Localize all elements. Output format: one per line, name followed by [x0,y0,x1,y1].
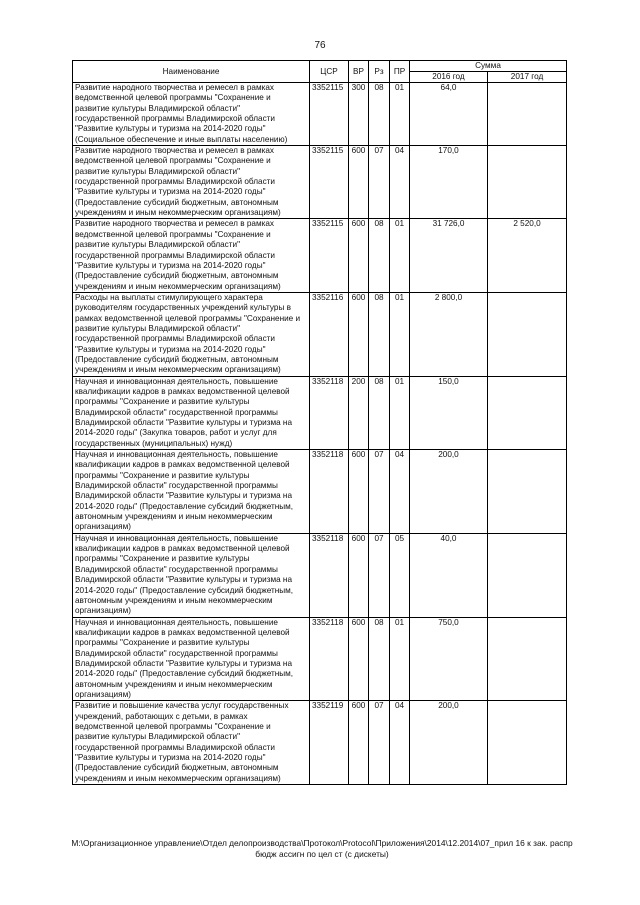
table-row [73,219,567,292]
row-code: 3352118 [310,376,349,449]
page-number: 76 [314,40,326,51]
row-name: Научная и инновационная деятельность, повышение квалификации кадров в рамках ведомственной целевой программы "Сохранение и развитие культуры Владимирской области" государственной программы Владимирской области "Развитие культуры и туризма на 2014-2020 годы" (Предоставление субсидий бюджетным, автономным учреждениям и иным некоммерческим организациям) [73,450,310,534]
row-pr: 01 [390,376,410,449]
row-amount-2016: 40,0 [410,533,488,617]
table-row [73,146,567,219]
table-body [73,83,567,785]
row-rz: 08 [369,617,390,701]
row-name: Развитие народного творчества и ремесел в рамках ведомственной целевой программы "Сохранение и развитие культуры Владимирской области" государственной программы Владимирской области "Развитие культуры и туризма на 2014-2020 годы" (Социальное обеспечение и иные выплаты населению) [73,83,310,146]
row-vr: 600 [349,292,369,376]
row-pr: 01 [390,617,410,701]
row-code: 3352116 [310,292,349,376]
row-code: 3352115 [310,219,349,292]
row-rz: 08 [369,219,390,292]
row-name: Научная и инновационная деятельность, повышение квалификации кадров в рамках ведомственной целевой программы "Сохранение и развитие культуры Владимирской области" государственной программы Владимирской области "Развитие культуры и туризма на 2014-2020 годы" (Предоставление субсидий бюджетным, автономным учреждениям и иным некоммерческим организациям) [73,617,310,701]
row-vr: 600 [349,617,369,701]
table-row [73,376,567,449]
row-rz: 08 [369,376,390,449]
row-amount-2017 [488,83,567,146]
row-amount-2016: 31 726,0 [410,219,488,292]
row-rz: 07 [369,450,390,534]
row-code: 3352115 [310,146,349,219]
row-pr: 01 [390,83,410,146]
row-amount-2017: 2 520,0 [488,219,567,292]
row-rz: 08 [369,292,390,376]
table-row [73,701,567,785]
row-code: 3352115 [310,83,349,146]
row-amount-2017 [488,146,567,219]
row-name: Расходы на выплаты стимулирующего характера руководителям государственных учреждений культуры в рамках ведомственной целевой программы "Сохранение и развитие культуры Владимирской области" государственной программы Владимирской области "Развитие культуры и туризма на 2014-2020 годы" (Предоставление субсидий бюджетным, автономным учреждениям и иным некоммерческим организациям) [73,292,310,376]
row-code: 3352118 [310,533,349,617]
row-amount-2016: 170,0 [410,146,488,219]
row-amount-2017 [488,376,567,449]
table-row [73,450,567,534]
table-row [73,533,567,617]
header-year-2016: 2016 год [410,72,488,83]
row-amount-2016: 2 800,0 [410,292,488,376]
row-code: 3352119 [310,701,349,785]
row-amount-2017 [488,533,567,617]
row-pr: 04 [390,701,410,785]
row-vr: 600 [349,701,369,785]
row-amount-2017 [488,292,567,376]
row-vr: 200 [349,376,369,449]
row-rz: 07 [369,701,390,785]
row-pr: 05 [390,533,410,617]
header-pr: ПР [390,61,410,83]
row-rz: 07 [369,146,390,219]
table-row [73,83,567,146]
budget-table [72,60,567,785]
row-rz: 08 [369,83,390,146]
header-sum: Сумма [410,61,567,72]
row-vr: 600 [349,146,369,219]
header-vr: ВР [349,61,369,83]
row-pr: 01 [390,292,410,376]
header-year-2017: 2017 год [488,72,567,83]
row-vr: 300 [349,83,369,146]
row-code: 3352118 [310,617,349,701]
row-pr: 01 [390,219,410,292]
row-name: Научная и инновационная деятельность, повышение квалификации кадров в рамках ведомственной целевой программы "Сохранение и развитие культуры Владимирской области" государственной программы Владимирской области "Развитие культуры и туризма на 2014-2020 годы" (Закупка товаров, работ и услуг для государственных (муниципальных) нужд) [73,376,310,449]
table-row [73,292,567,376]
row-vr: 600 [349,533,369,617]
row-amount-2016: 200,0 [410,450,488,534]
header-code: ЦСР [310,61,349,83]
row-amount-2016: 200,0 [410,701,488,785]
row-vr: 600 [349,219,369,292]
row-name: Научная и инновационная деятельность, повышение квалификации кадров в рамках ведомственной целевой программы "Сохранение и развитие культуры Владимирской области" государственной программы Владимирской области "Развитие культуры и туризма на 2014-2020 годы" (Предоставление субсидий бюджетным, автономным учреждениям и иным некоммерческим организациям) [73,533,310,617]
row-vr: 600 [349,450,369,534]
row-amount-2016: 64,0 [410,83,488,146]
row-name: Развитие и повышение качества услуг государственных учреждений, работающих с детьми, в рамках ведомственной целевой программы "Сохранение и развитие культуры Владимирской области" государственной программы Владимирской области "Развитие культуры и туризма на 2014-2020 годы" (Предоставление субсидий бюджетным, автономным учреждениям и иным некоммерческим организациям) [73,701,310,785]
row-amount-2017 [488,450,567,534]
file-path-footer: M:\Организационное управление\Отдел делопроизводства\Протокол\Protocol\Приложения\2014\12.2014\07_прил 16 к зак. распр бюдж ассигн по цел ст (с дискеты) [71,838,573,859]
row-name: Развитие народного творчества и ремесел в рамках ведомственной целевой программы "Сохранение и развитие культуры Владимирской области" государственной программы Владимирской области "Развитие культуры и туризма на 2014-2020 годы" (Предоставление субсидий бюджетным, автономным учреждениям и иным некоммерческим организациям) [73,219,310,292]
row-pr: 04 [390,450,410,534]
row-code: 3352118 [310,450,349,534]
row-amount-2016: 150,0 [410,376,488,449]
row-amount-2017 [488,701,567,785]
table-row [73,617,567,701]
row-amount-2016: 750,0 [410,617,488,701]
header-name: Наименование [73,61,310,83]
row-rz: 07 [369,533,390,617]
row-amount-2017 [488,617,567,701]
header-rz: Рз [369,61,390,83]
row-pr: 04 [390,146,410,219]
row-name: Развитие народного творчества и ремесел в рамках ведомственной целевой программы "Сохранение и развитие культуры Владимирской области" государственной программы Владимирской области "Развитие культуры и туризма на 2014-2020 годы" (Предоставление субсидий бюджетным, автономным учреждениям и иным некоммерческим организациям) [73,146,310,219]
